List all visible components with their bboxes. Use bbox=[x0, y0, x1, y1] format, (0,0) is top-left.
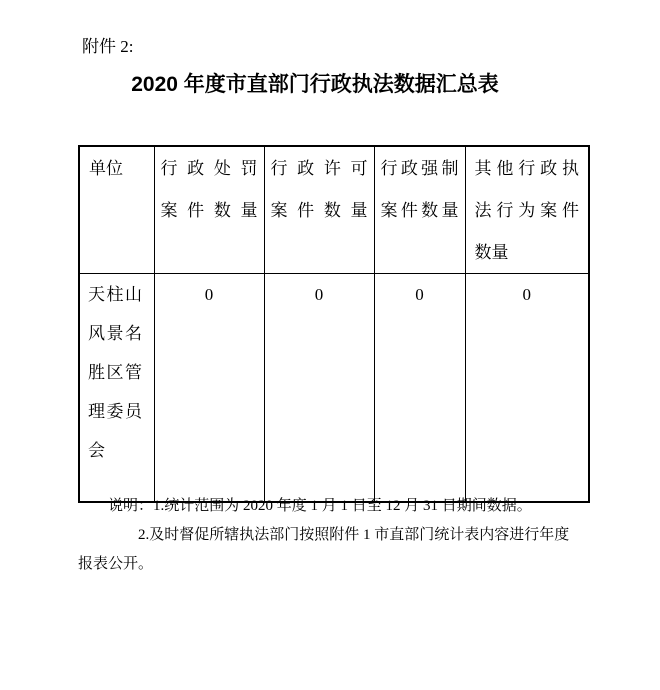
page-title: 2020 年度市直部门行政执法数据汇总表 bbox=[131, 73, 499, 96]
header-line: 其他行政执 bbox=[474, 159, 579, 178]
compulsion-cases-value: 0 bbox=[415, 285, 424, 304]
enforcement-summary-table bbox=[78, 145, 590, 503]
header-line: 案件数量 bbox=[380, 201, 459, 220]
license-cases-value: 0 bbox=[314, 285, 324, 304]
col-header-penalty-cases bbox=[154, 146, 264, 274]
penalty-cases-value: 0 bbox=[204, 285, 214, 304]
license-cases-value-cell bbox=[264, 274, 374, 502]
header-line: 行政强制 bbox=[380, 159, 459, 178]
header-line: 案件数量 bbox=[270, 201, 368, 220]
col-header-license-cases bbox=[264, 146, 374, 274]
col-header-unit bbox=[79, 146, 154, 274]
other-cases-value: 0 bbox=[522, 285, 531, 304]
notes-section bbox=[78, 492, 602, 579]
unit-name: 天柱山风景名胜区管理委员会 bbox=[88, 285, 142, 460]
unit-name-cell bbox=[79, 274, 154, 502]
header-line: 行政处罚 bbox=[160, 159, 258, 178]
header-line: 法行为案件 bbox=[474, 201, 579, 220]
table-header-row bbox=[79, 146, 589, 274]
note-line-1: 说明：1.统计范围为 2020 年度 1 月 1 日至 12 月 31 日期间数据。 bbox=[108, 498, 532, 514]
other-cases-value-cell bbox=[465, 274, 589, 502]
title-container bbox=[0, 71, 630, 99]
header-line: 数量 bbox=[474, 243, 509, 262]
header-line: 行政许可 bbox=[270, 159, 368, 178]
attachment-label: 附件 2: bbox=[82, 37, 134, 56]
compulsion-cases-value-cell bbox=[374, 274, 465, 502]
penalty-cases-value-cell bbox=[154, 274, 264, 502]
col-header-compulsion-cases bbox=[374, 146, 465, 274]
note-line-3: 报表公开。 bbox=[78, 556, 154, 572]
header-line: 案件数量 bbox=[160, 201, 258, 220]
header-line: 单位 bbox=[89, 159, 123, 178]
note-line-2: 2.及时督促所辖执法部门按照附件 1 市直部门统计表内容进行年度 bbox=[138, 527, 570, 543]
col-header-other-cases bbox=[465, 146, 589, 274]
table-row bbox=[79, 274, 589, 502]
